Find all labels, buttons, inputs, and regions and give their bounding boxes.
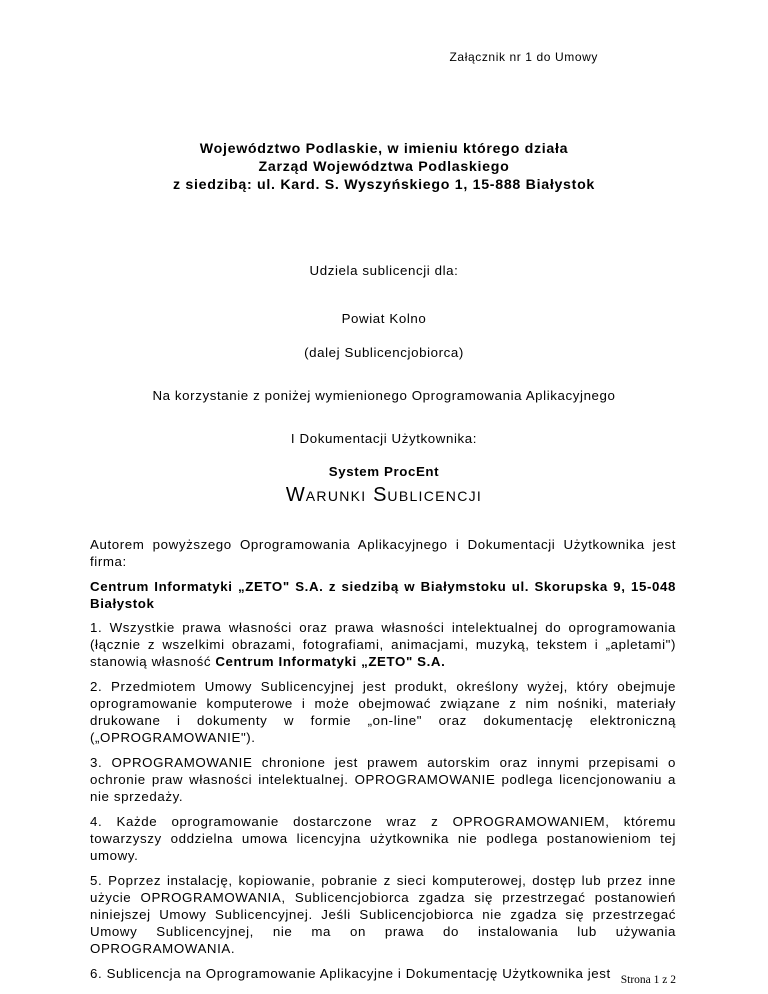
license-body (90, 536, 676, 990)
title-rest-s: UBLICENCJI (387, 488, 483, 504)
title-rest-w: ARUNKI (305, 488, 367, 504)
paragraph-1-owner: Centrum Informatyki „ZETO" S.A. (215, 654, 446, 669)
grantor-line-3: z siedzibą: ul. Kard. S. Wyszyńskiego 1, 15-888 Białystok (172, 177, 596, 193)
paragraph-1 (90, 619, 676, 670)
grantor-line-1: Województwo Podlaskie, w imieniu którego działa (199, 141, 569, 157)
paragraph-6: 6. Sublicencja na Oprogramowanie Aplikacyjne i Dokumentację Użytkownika jest (90, 966, 611, 981)
author-paragraph: Centrum Informatyki „ZETO" S.A. z siedzibą w Białymstoku ul. Skorupska 9, 15-048 Białystok (90, 579, 676, 611)
grantor-line-2: Zarząd Województwa Podlaskiego (258, 159, 510, 175)
grantor-header (0, 140, 768, 194)
paragraph-2: 2. Przedmiotem Umowy Sublicencyjnej jest produkt, określony wyżej, który obejmuje oprogramowanie komputerowe i może obejmować związane z nim nośniki, materiały drukowane i dokumenty w formie „on-line" oraz dokumentację elektroniczną („OPROGRAMOWANIE"). (90, 679, 676, 745)
licensee-name: Powiat Kolno (341, 311, 427, 326)
annex-label: Załącznik nr 1 do Umowy (449, 50, 598, 64)
paragraph-3: 3. OPROGRAMOWANIE chronione jest prawem autorskim oraz innymi przepisami o ochronie praw własności intelektualnej. OPROGRAMOWANIE podlega licencjonowaniu a nie sprzedaży. (90, 755, 676, 804)
page-number: Strona 1 z 2 (620, 974, 676, 986)
intro-paragraph: Autorem powyższego Oprogramowania Aplikacyjnego i Dokumentacji Użytkownika jest firma: (90, 537, 676, 569)
usage-line: Na korzystanie z poniżej wymienionego Oprogramowania Aplikacyjnego (152, 388, 616, 403)
licensee-alias: (dalej Sublicencjobiorca) (304, 345, 464, 360)
system-name: System ProcEnt (328, 464, 440, 479)
paragraph-5: 5. Poprzez instalację, kopiowanie, pobranie z sieci komputerowej, dostęp lub przez inne użycie OPROGRAMOWANIA, Sublicencjobiorca zgadza się przestrzegać postanowień niniejszej Umowy Sublicencyjnej. Jeśli Sublicencjobiorca nie zgadza się przestrzegać Umowy Sublicencyjnej, nie ma on prawa do instalowania lub używania OPROGRAMOWANIA. (90, 873, 676, 956)
title-cap-s: S (373, 484, 388, 506)
paragraph-4: 4. Każde oprogramowanie dostarczone wraz z OPROGRAMOWANIEM, któremu towarzyszy oddzielna umowa licencyjna użytkownika nie podlega postanowieniom tej umowy. (90, 814, 676, 863)
title-cap-w: W (285, 484, 306, 506)
paragraph-1-text: 1. Wszystkie prawa własności oraz prawa własności intelektualnej do oprogramowania (łącznie z wszelkimi obrazami, fotografiami, animacjami, muzyką, tekstem i „apletami") stanowią własność (90, 620, 676, 669)
docs-line: I Dokumentacji Użytkownika: (290, 431, 478, 446)
grant-to-line: Udziela sublicencji dla: (309, 263, 459, 278)
section-title (0, 484, 768, 507)
